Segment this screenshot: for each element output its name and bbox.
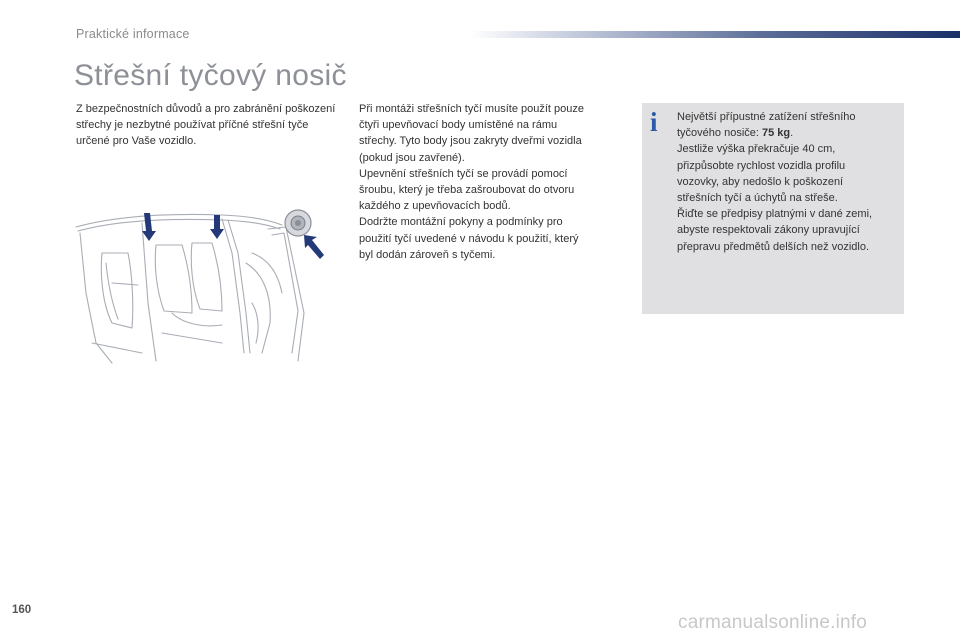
- left-column: [76, 101, 344, 150]
- mid-line-10: byl dodán zároveň s tyčemi.: [359, 248, 496, 261]
- info-line-7: Řiďte se předpisy platnými v dané zemi,: [677, 208, 873, 221]
- info-box: [642, 103, 904, 314]
- mid-line-7: každého z upevňovacích bodů.: [359, 200, 511, 213]
- info-icon: i: [650, 107, 658, 137]
- info-line-2-suffix: .: [790, 127, 794, 140]
- middle-column: [359, 101, 629, 263]
- info-line-2: [677, 125, 899, 141]
- header-gradient-bar: [470, 31, 960, 38]
- max-load-value: 75 kg: [762, 127, 791, 140]
- arrow-down-icon: [142, 213, 156, 241]
- info-line-5: vozovky, aby nedošlo k poškození: [677, 175, 844, 188]
- mid-line-5: Upevnění střešních tyčí se provádí pomocí: [359, 167, 568, 180]
- mid-line-2: čtyři upevňovací body umístěné na rámu: [359, 119, 558, 132]
- mid-line-8: Dodržte montážní pokyny a podmínky pro: [359, 216, 563, 229]
- info-line-4: přizpůsobte rychlost vozidla profilu: [677, 159, 846, 172]
- mid-line-3: střechy. Tyto body jsou zakryty dveřmi vozidla: [359, 135, 582, 148]
- section-header: Praktické informace: [76, 27, 190, 41]
- mid-line-9: použití tyčí uvedené v návodu k použití, který: [359, 232, 579, 245]
- watermark: carmanualsonline.info: [678, 612, 868, 633]
- mid-line-4: (pokud jsou zavřené).: [359, 151, 465, 164]
- info-line-9: přepravu předmětů delších než vozidlo.: [677, 240, 869, 253]
- info-line-2-prefix: tyčového nosiče:: [677, 127, 762, 140]
- arrow-up-left-icon: [304, 235, 324, 259]
- page-title: Střešní tyčový nosič: [74, 59, 347, 92]
- mid-line-6: šroubu, který je třeba zašroubovat do otvoru: [359, 184, 575, 197]
- mid-line-1: Při montáži střešních tyčí musíte použít pouze: [359, 103, 584, 115]
- car-roof-mounting-points-illustration: [72, 193, 334, 365]
- page-number: 160: [12, 604, 32, 616]
- info-text: [677, 109, 899, 255]
- intro-paragraph: Z bezpečnostních důvodů a pro zabránění poškození střechy je nezbytné používat příčné střešní tyče určené pro Vaše vozidlo.: [76, 103, 336, 148]
- info-line-3: Jestliže výška překračuje 40 cm,: [677, 143, 836, 156]
- car-illustration: [72, 193, 334, 365]
- info-line-8: abyste respektovali zákony upravující: [677, 224, 860, 237]
- info-line-6: střešních tyčí a úchytů na střeše.: [677, 192, 838, 205]
- info-line-1: Největší přípustné zatížení střešního: [677, 111, 856, 123]
